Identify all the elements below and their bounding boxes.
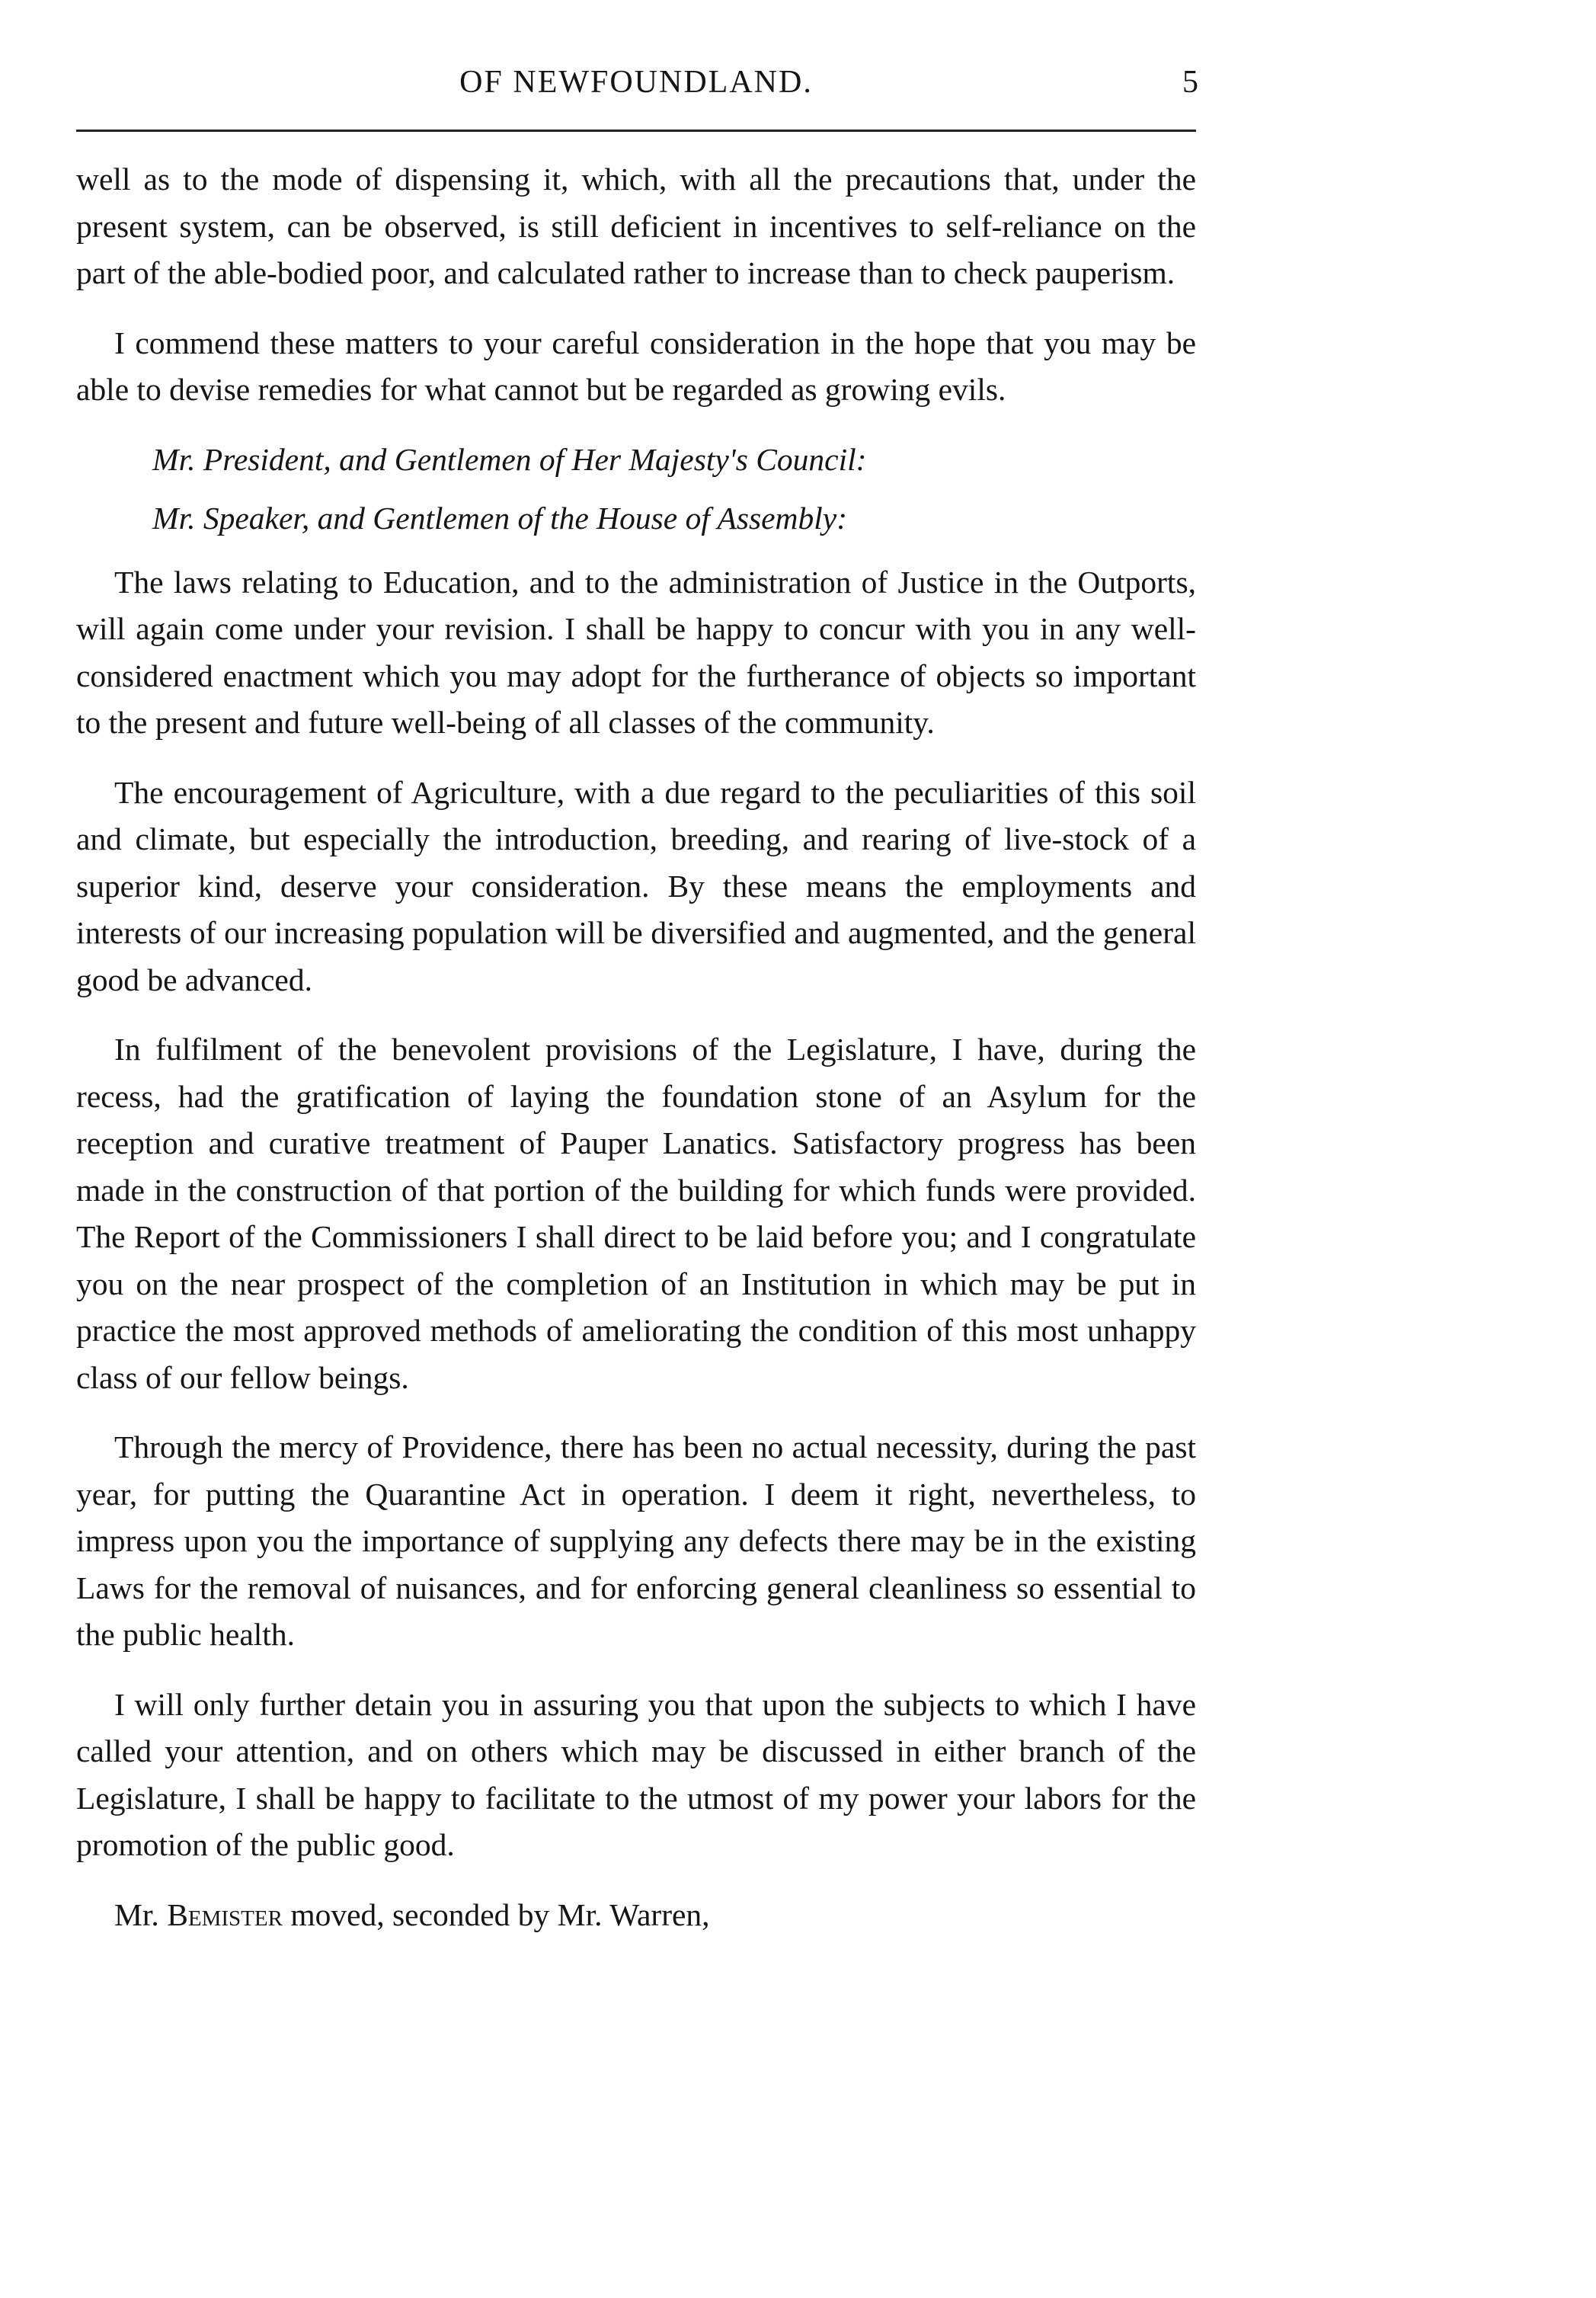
page-number: 5 xyxy=(1182,65,1198,100)
paragraph-asylum: In fulfilment of the benevolent provisions of the Legislature, I have, during the recess, had the gratification of laying the foundation stone of an Asylum for the reception and curative treatment of Pauper Lanatics. Satisfactory progress has been made in the construction of that portion of the building for which funds were provided. The Report of the Commissioners I shall direct to be laid before you; and I congratulate you on the near prospect of the completion of an Institution in which may be put in practice the most approved methods of ameliorating the condition of this most unhappy class of our fellow beings. xyxy=(76,1032,1196,1395)
motion-line xyxy=(76,1892,1196,1939)
address-council: Mr. President, and Gentlemen of Her Majesty's Council: xyxy=(152,441,867,477)
address-assembly: Mr. Speaker, and Gentlemen of the House of Assembly: xyxy=(152,501,848,536)
motion-rest: moved, seconded by Mr. Warren, xyxy=(282,1896,710,1932)
motion-name: Bemister xyxy=(167,1896,283,1932)
paragraph-continuation: well as to the mode of dispensing it, which, with all the precautions that, under the present system, can be observed, is still deficient in incentives to self-reliance on the part of the able-bodied poor, and calculated rather to increase than to check pauperism. xyxy=(76,162,1196,290)
running-head xyxy=(76,61,1196,107)
header-rule xyxy=(76,130,1196,132)
body-text xyxy=(76,156,1196,1961)
paragraph-closing: I will only further detain you in assuring you that upon the subjects to which I have called your attention, and on others which may be discussed in either branch of the Legislature, I shall be happy to facilitate to the utmost of my power your labors for the promotion of the public good. xyxy=(76,1686,1196,1862)
paragraph-quarantine: Through the mercy of Providence, there has been no actual necessity, during the past year, for putting the Quarantine Act in operation. I deem it right, nevertheless, to impress upon you the importance of supplying any defects there may be in the existing Laws for the removal of nuisances, and for enforcing general cleanliness so essential to the public health. xyxy=(76,1429,1196,1652)
running-title: OF NEWFOUNDLAND. xyxy=(459,65,813,100)
paragraph-commendation: I commend these matters to your careful consideration in the hope that you may be able to devise remedies for what cannot but be regarded as growing evils. xyxy=(76,325,1196,407)
paragraph-agriculture: The encouragement of Agriculture, with a due regard to the peculiarities of this soil and climate, but especially the introduction, breeding, and rearing of live-stock of a superior kind, deserve your consideration. By these means the employments and interests of our increasing population will be diversified and augmented, and the general good be advanced. xyxy=(76,774,1196,997)
paragraph-education: The laws relating to Education, and to the administration of Justice in the Outports, will again come under your revision. I shall be happy to concur with you in any well-considered enactment which you may adopt for the furtherance of objects so important to the present and future well-being of all classes of the community. xyxy=(76,564,1196,740)
motion-prefix: Mr. xyxy=(114,1896,168,1932)
